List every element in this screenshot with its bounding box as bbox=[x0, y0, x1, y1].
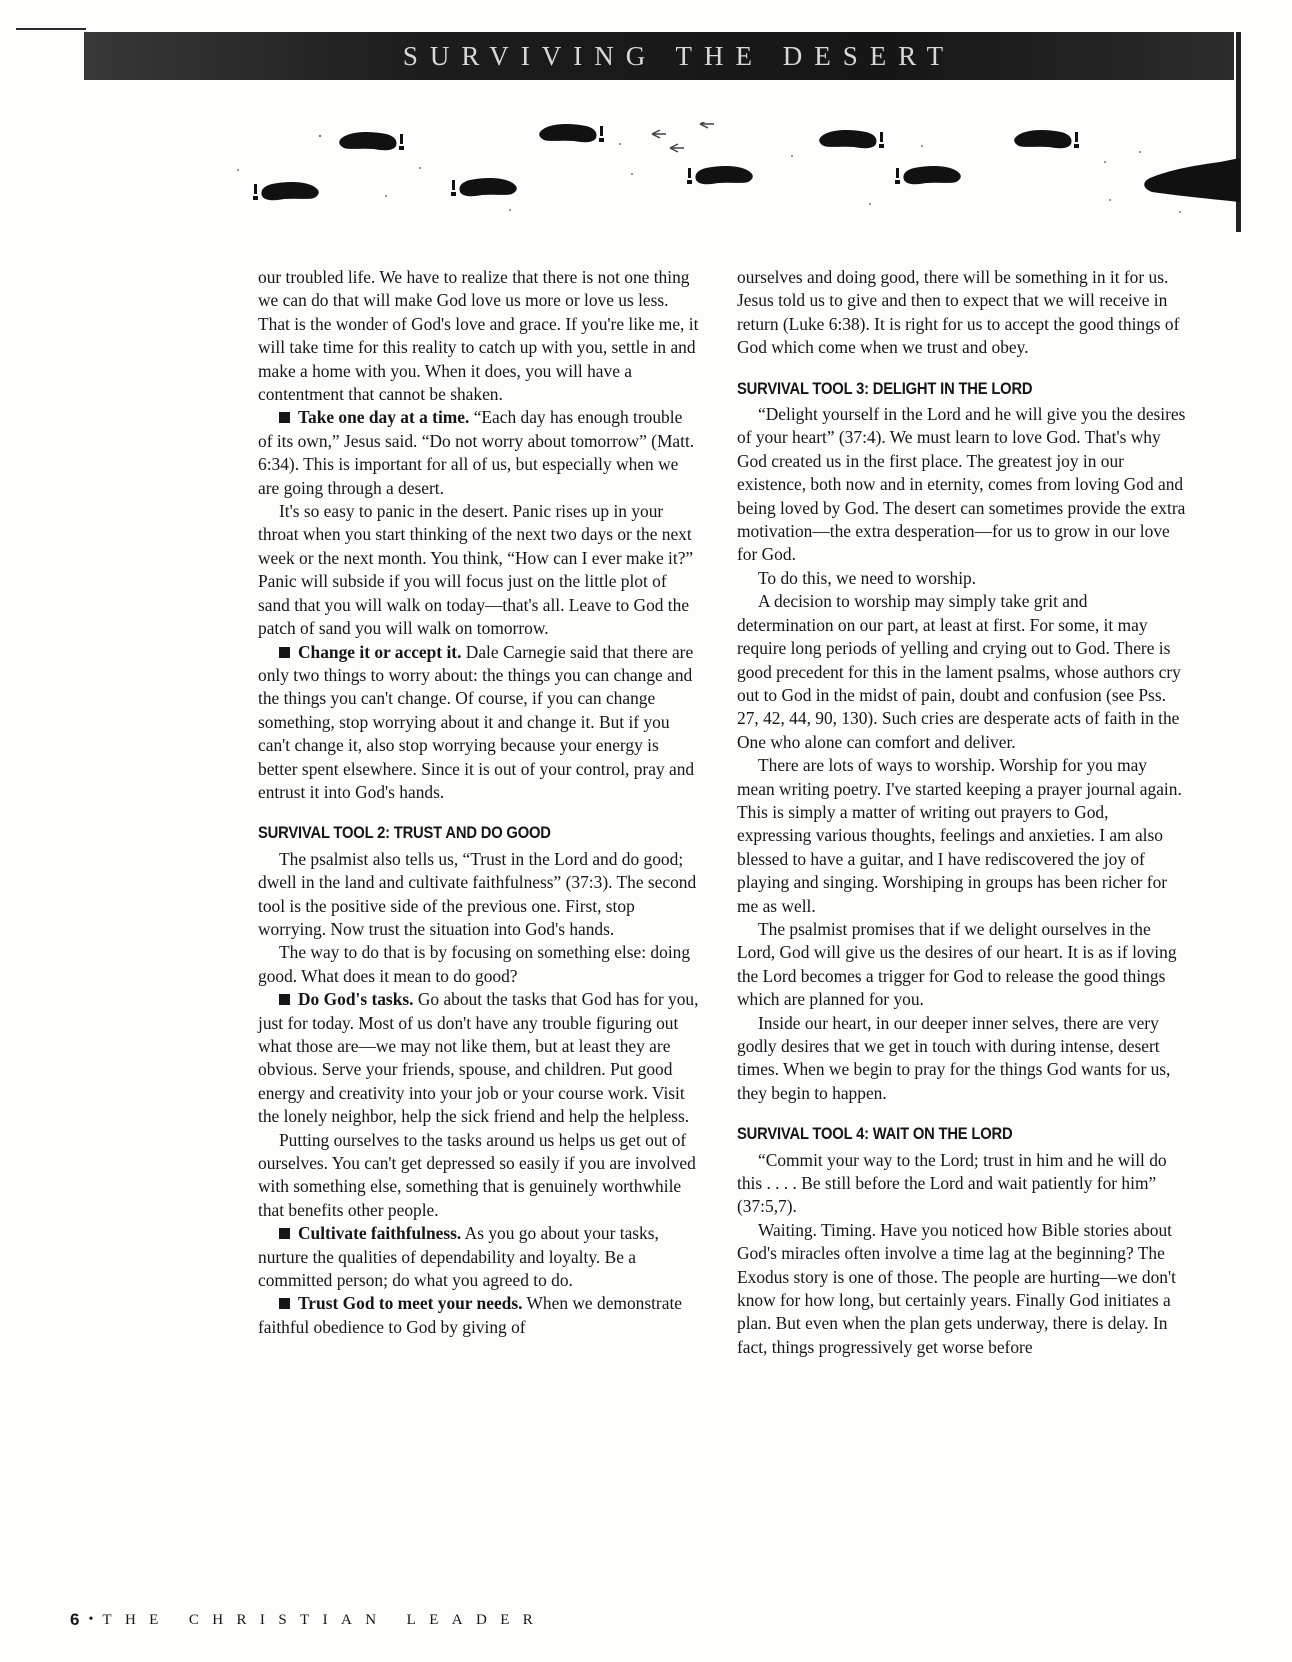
banner-title: SURVIVING THE DESERT bbox=[402, 40, 956, 71]
body-paragraph: A decision to worship may simply take grit and determination on our part, at least at first. For some, it may require long periods of yelling and crying out to God. There is good precedent for this in the lament psalms, whose authors cry out to God in the midst of pain, doubt and confusion (see Pss. 27, 42, 44, 90, 130). Such cries are desperate acts of faith in the One who alone can comfort and deliver. bbox=[737, 591, 1181, 752]
body-paragraph: The way to do that is by focusing on something else: doing good. What does it mean to do good? bbox=[258, 942, 691, 986]
page-banner bbox=[84, 32, 1234, 80]
bullet-text: When we demonstrate faithful obedience to God by giving of bbox=[258, 1293, 682, 1337]
bullet-text: “Each day has enough trouble of its own,” Jesus said. “Do not worry about tomorrow” (Matt. 6:34). This is important for all of us, but especially when we are going through a desert. bbox=[258, 407, 695, 498]
footprints-icon bbox=[180, 122, 1240, 232]
page-footer bbox=[70, 1610, 546, 1630]
bullet-text: As you go about your tasks, nurture the qualities of dependability and loyalty. Be a committed person; do what you agreed to do. bbox=[258, 1223, 659, 1291]
body-paragraph: Waiting. Timing. Have you noticed how Bible stories about God's miracles often involve a time lag at the beginning? The Exodus story is one of those. The people are hurting—we don't know for how long, but certainly years. Finally God initiates a plan. But even when the plan gets underway, there is delay. In fact, things progressively get worse before bbox=[737, 1219, 1176, 1357]
body-paragraph: “Commit your way to the Lord; trust in him and he will do this . . . . Be still before the Lord and wait patiently for him” (37:5,7). bbox=[737, 1149, 1167, 1217]
publication-name: THE CHRISTIAN LEADER bbox=[102, 1611, 547, 1628]
bullet-lead: Change it or accept it. bbox=[298, 641, 462, 662]
bullet-text: Go about the tasks that God has for you, just for today. Most of us don't have any trouble figuring out what those are—we may not like them, but at least they are obvious. Serve your friends, spouse, and children. Put good energy and creativity into your job or your course work. Visit the lonely neighbor, help the sick friend and help the helpless. bbox=[258, 989, 699, 1127]
bullet-lead: Take one day at a time. bbox=[298, 407, 470, 428]
bullet-lead: Cultivate faithfulness. bbox=[298, 1223, 462, 1244]
bullet-paragraph bbox=[258, 641, 700, 805]
body-paragraph: It's so easy to panic in the desert. Panic rises up in your throat when you start thinking of the next two days or the next week or the next month. You think, “How can I ever make it?” Panic will subside if you will focus just on the little plot of sand that you will walk on today—that's all. Leave to God the patch of sand you will walk on tomorrow. bbox=[258, 501, 694, 639]
square-bullet-icon bbox=[279, 412, 290, 423]
top-rule bbox=[16, 28, 86, 30]
bullet-text: Dale Carnegie said that there are only two things to worry about: the things you can change and the things you can't change. Of course, if you can change something, stop worrying about it and change it. But if you can't change it, also stop worrying because your energy is better spent elsewhere. Since it is out of your control, pray and entrust it into God's hands. bbox=[258, 641, 695, 802]
body-paragraph: To do this, we need to worship. bbox=[758, 567, 977, 588]
footprints-illustration bbox=[180, 122, 1240, 232]
body-paragraph: There are lots of ways to worship. Worship for you may mean writing poetry. I've started keeping a prayer journal again. This is simply a matter of writing out prayers to God, expressing various thoughts, feelings and anxieties. I am also blessed to have a guitar, and I have rediscovered the joy of playing and singing. Worshiping in groups has been richer for me as well. bbox=[737, 755, 1182, 916]
bullet-lead: Do God's tasks. bbox=[298, 989, 414, 1010]
body-paragraph: Inside our heart, in our deeper inner selves, there are very godly desires that we get in touch with during intense, desert times. When we begin to pray for the things God wants for us, they begin to happen. bbox=[737, 1012, 1171, 1103]
bullet-lead: Trust God to meet your needs. bbox=[298, 1293, 523, 1314]
footer-separator: • bbox=[88, 1612, 94, 1627]
article-column-right bbox=[737, 266, 1187, 1359]
section-heading: SURVIVAL TOOL 4: WAIT ON THE LORD bbox=[737, 1125, 1013, 1144]
body-paragraph: The psalmist also tells us, “Trust in the Lord and do good; dwell in the land and cultivate faithfulness” (37:3). The second tool is the positive side of the previous one. First, stop worrying. Now trust the situation into God's hands. bbox=[258, 848, 697, 939]
body-paragraph: The psalmist promises that if we delight ourselves in the Lord, God will give us the desires of our heart. It is as if loving the Lord becomes a trigger for God to release the good things which are planned for you. bbox=[737, 918, 1177, 1010]
bullet-paragraph bbox=[258, 1292, 700, 1339]
bullet-paragraph bbox=[258, 988, 700, 1128]
bullet-paragraph bbox=[258, 1222, 700, 1292]
bullet-paragraph bbox=[258, 406, 700, 500]
body-paragraph: Putting ourselves to the tasks around us helps us get out of ourselves. You can't get depressed so easily if you are involved with something else, something that is genuinely worthwhile that benefits other people. bbox=[258, 1129, 696, 1220]
body-paragraph: our troubled life. We have to realize that there is not one thing we can do that will make God love us more or love us less. That is the wonder of God's love and grace. If you're like me, it will take time for this reality to catch up with you, settle in and make a home with you. When it does, you will have a contentment that cannot be shaken. bbox=[258, 267, 699, 405]
square-bullet-icon bbox=[279, 1228, 290, 1239]
section-heading: SURVIVAL TOOL 2: TRUST AND DO GOOD bbox=[258, 824, 551, 843]
page-number: 6 bbox=[70, 1610, 80, 1629]
square-bullet-icon bbox=[279, 647, 290, 658]
square-bullet-icon bbox=[279, 1298, 290, 1309]
section-heading: SURVIVAL TOOL 3: DELIGHT IN THE LORD bbox=[737, 379, 1033, 398]
body-paragraph: “Delight yourself in the Lord and he will give you the desires of your heart” (37:4). We must learn to love God. That's why God created us in the first place. The greatest joy in our existence, both now and in eternity, comes from loving God and being loved by God. The desert can sometimes provide the extra motivation—the extra desperation—for us to grow in our love for God. bbox=[737, 404, 1186, 565]
square-bullet-icon bbox=[279, 994, 290, 1005]
body-paragraph: ourselves and doing good, there will be something in it for us. Jesus told us to give and then to expect that we will receive in return (Luke 6:38). It is right for us to accept the good things of God which come when we trust and obey. bbox=[737, 267, 1180, 358]
article-column-left bbox=[258, 266, 700, 1339]
